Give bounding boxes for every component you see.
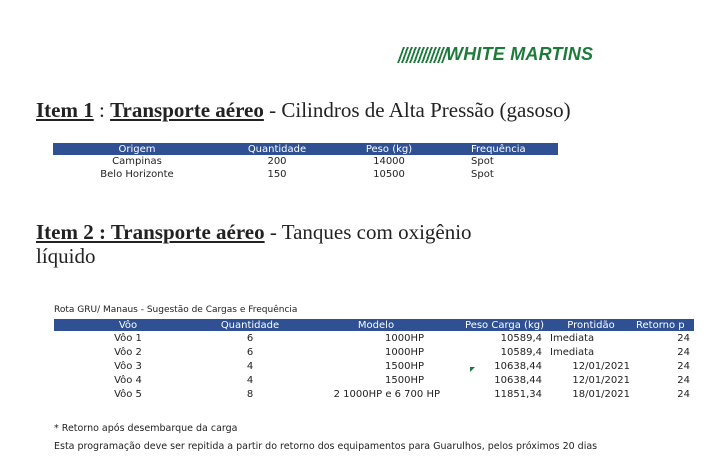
table-cell: 24	[677, 374, 690, 386]
table-cell: Spot	[471, 156, 494, 167]
table-cell: 1500HP	[385, 374, 424, 386]
table-cell: Campinas	[112, 156, 162, 167]
company-logo	[400, 44, 593, 65]
table-cell: 10500	[373, 169, 405, 180]
table-row	[54, 331, 694, 345]
table-row	[53, 168, 558, 181]
table-header-row	[53, 143, 558, 155]
table-cell: 6	[246, 346, 254, 358]
table-cell: Imediata	[550, 332, 595, 344]
cell-comment-marker-icon	[470, 367, 475, 372]
column-header: Quantidade	[202, 319, 298, 331]
table-cell: 200	[267, 156, 287, 167]
table-cell: Imediata	[550, 346, 595, 358]
column-header: Frequência	[445, 143, 558, 155]
table-cell: 11851,34	[494, 388, 542, 400]
table-cell: Vôo 5	[114, 388, 142, 400]
logo-text: WHITE MARTINS	[446, 44, 594, 64]
table-row	[54, 373, 694, 387]
table-cell: 150	[267, 169, 287, 180]
table-cell: 10638,44	[494, 360, 542, 372]
table-cell: 24	[677, 332, 690, 344]
item1-title: Transporte aéreo	[110, 98, 264, 122]
table-cell: 24	[677, 346, 690, 358]
item1-heading	[36, 98, 571, 122]
table-cell: 24	[677, 360, 690, 372]
table-cell: 10589,4	[500, 332, 542, 344]
item1-label: Item 1	[36, 98, 94, 122]
table-row	[54, 359, 694, 373]
column-header: Peso (kg)	[333, 143, 445, 155]
cylinders-table	[53, 143, 558, 181]
schedule-note: Esta programação deve ser repitida a partir do retorno dos equipamentos para Guarulhos, pelos próximos 20 dias	[54, 441, 598, 452]
table-cell: Vôo 4	[114, 374, 142, 386]
logo-stripes-icon	[397, 47, 449, 63]
table-cell: 2 1000HP e 6 700 HP	[333, 388, 440, 400]
column-header: Quantidade	[221, 143, 333, 155]
item1-subtitle: - Cilindros de Alta Pressão (gasoso)	[263, 98, 571, 122]
table-row	[53, 155, 558, 168]
item2-subtitle-continued: líquido	[36, 244, 96, 268]
table-cell: 10589,4	[500, 346, 542, 358]
table-cell: 4	[246, 360, 254, 372]
table-cell: 1500HP	[385, 360, 424, 372]
column-header: Origem	[53, 143, 221, 155]
column-header: Retorno p	[636, 319, 694, 331]
table-cell: 10638,44	[494, 374, 542, 386]
table-cell: Spot	[471, 169, 494, 180]
item2-heading	[36, 220, 472, 268]
table-cell: Vôo 2	[114, 346, 142, 358]
table-cell: Vôo 1	[114, 332, 142, 344]
table2-caption: Rota GRU/ Manaus - Sugestão de Cargas e Frequência	[54, 305, 298, 315]
table-cell: 1000HP	[385, 346, 424, 358]
table-cell: 12/01/2021	[572, 360, 630, 372]
table-cell: 24	[677, 388, 690, 400]
table-cell: Vôo 3	[114, 360, 142, 372]
table-cell: 14000	[373, 156, 405, 167]
column-header: Prontidão	[546, 319, 636, 331]
column-header: Modelo	[298, 319, 454, 331]
table-row	[54, 345, 694, 359]
table-cell: 18/01/2021	[572, 388, 630, 400]
table-cell: 1000HP	[385, 332, 424, 344]
table-cell: 4	[246, 374, 254, 386]
item2-subtitle: - Tanques com oxigênio	[264, 220, 472, 244]
item2-label: Item 2 : Transporte aéreo	[36, 220, 265, 244]
table-header-row	[54, 319, 694, 331]
oxygen-tanks-table	[54, 319, 694, 401]
table-cell: Belo Horizonte	[100, 169, 174, 180]
column-header: Vôo	[54, 319, 202, 331]
table-row	[54, 387, 694, 401]
table-cell: 8	[246, 388, 254, 400]
footnote: * Retorno após desembarque da carga	[54, 423, 238, 434]
column-header: Peso Carga (kg)	[454, 319, 546, 331]
table-cell: 12/01/2021	[572, 374, 630, 386]
item1-separator: :	[93, 98, 111, 122]
table-cell: 6	[246, 332, 254, 344]
